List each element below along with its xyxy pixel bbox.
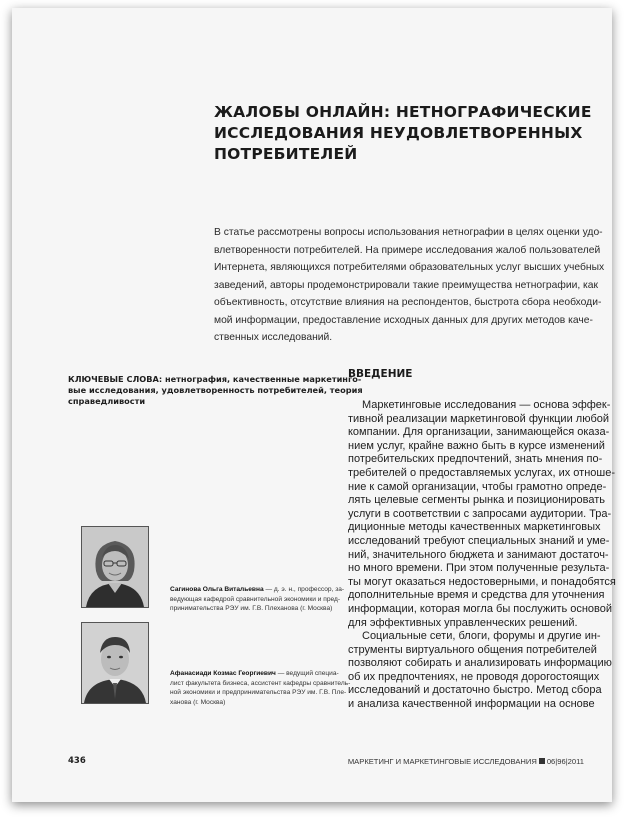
body-line: для эффективных управленческих решений. (348, 616, 578, 629)
abstract-line: влетворенности потребителей. На примере исследования жалоб пользователей (214, 244, 601, 256)
body-line: услуги в соответствии с запросами аудитории. Тра- (348, 507, 612, 520)
author-bio-saginova (170, 585, 344, 614)
body-line: требителей о предоставляемых услугах, их отноше- (348, 466, 616, 479)
body-line: исследований требуют специальных знаний и уме- (348, 534, 610, 547)
body-line: информации, которая могла бы послужить основой (348, 602, 613, 615)
body-line: позволяют собирать и анализировать информацию (348, 657, 612, 670)
body-line: ты могут оказаться недостоверными, и понадобятся (348, 575, 616, 588)
body-line: и анализа качественной информации на основе (348, 698, 595, 711)
body-line: ний, значительного бюджета и занимают достаточ- (348, 548, 609, 561)
journal-name: МАРКЕТИНГ И МАРКЕТИНГОВЫЕ ИССЛЕДОВАНИЯ (347, 757, 537, 766)
abstract-line: объективность, отсутствие влияния на респондентов, быстрота сбора необходи- (214, 297, 602, 308)
title-line: ЖАЛОБЫ ОНЛАЙН: НЕТНОГРАФИЧЕСКИЕ (214, 103, 592, 121)
keywords-line: справедливости (68, 396, 146, 406)
bio-text: — ведущий специа- (275, 670, 339, 677)
journal-issue: 06|96|2011 (546, 757, 584, 766)
article-body (348, 399, 616, 712)
author-name: Афанасиади Козмас Георгиевич (170, 670, 276, 677)
square-bullet-icon (539, 758, 545, 764)
author-photo-afanasiadi (81, 622, 149, 704)
body-line: исследований и достаточно быстро. Метод сбора (348, 684, 602, 697)
body-line: но много времени. При этом полученные результа- (348, 562, 610, 575)
title-line: ПОТРЕБИТЕЛЕЙ (214, 145, 358, 163)
bio-line: ной экономики и предпринимательства РЭУ им. Г.В. Пле- (170, 689, 347, 696)
bio-line: ханова (г. Москва) (170, 698, 226, 706)
body-line: диционные методы качественных маркетинговых (348, 521, 601, 534)
body-line: Маркетинговые исследования — основа эффек- (362, 399, 611, 411)
bio-line (170, 669, 350, 679)
abstract-line: Интернета, являющихся потребителями образовательных услуг высших учебных (214, 262, 605, 273)
body-line: Социальные сети, блоги, форумы и другие ин- (362, 630, 601, 643)
body-line: об их предпочтениях, не проводя дорогостоящих (348, 670, 600, 683)
body-line: ние к самой организации, чтобы грамотно опреде- (348, 480, 607, 493)
bio-line: ведующая кафедрой сравнительной экономики и пред- (170, 595, 341, 603)
body-line: компании. Для организации, занимающейся оказа- (348, 426, 610, 439)
abstract-line: мой информации, предоставление исходных данных для других методов каче- (214, 314, 593, 326)
bio-line (170, 585, 344, 595)
abstract-line: В статье рассмотрены вопросы использования нетнографии в целях оценки удо- (214, 227, 603, 238)
portrait-woman-icon (82, 527, 148, 607)
abstract-line: заведений, авторы продемонстрировали такие преимущества нетнографии, как (214, 279, 599, 291)
author-name: Сагинова Ольга Витальевна (170, 586, 264, 593)
author-photo-saginova (81, 526, 149, 608)
article-abstract (214, 224, 605, 347)
journal-page (12, 8, 616, 802)
author-bio-afanasiadi (170, 669, 350, 707)
page-number: 436 (68, 756, 86, 766)
keywords-line: КЛЮЧЕВЫЕ СЛОВА: нетнография, качественные маркетинго- (68, 374, 362, 384)
body-line: нием услуг, крайне важно быть в курсе изменений (348, 439, 605, 452)
body-line: тивной реализации маркетинговой функции любой (348, 412, 610, 425)
bio-text: — д. э. н., профессор, за- (263, 586, 345, 593)
article-title (214, 102, 594, 165)
keywords-block (68, 374, 363, 407)
portrait-man-icon (82, 623, 148, 703)
section-heading: ВВЕДЕНИЕ (348, 368, 413, 380)
body-line: струменты виртуального общения потребителей (348, 643, 597, 656)
bio-line: принимательства РЭУ им. Г.В. Плеханова (г. Москва) (170, 605, 333, 612)
title-line: ИССЛЕДОВАНИЯ НЕУДОВЛЕТВОРЕННЫХ (214, 124, 583, 142)
journal-footer (348, 757, 584, 766)
abstract-line: ственных исследований. (214, 332, 333, 343)
keywords-line: вые исследования, удовлетворенность потребителей, теория (68, 385, 363, 395)
body-line: потребительских предпочтений, знать мнения по- (348, 453, 603, 466)
body-line: дополнительные время и средства для уточнения (348, 589, 605, 602)
body-line: лять целевые сегменты рынка и позиционировать (348, 494, 606, 507)
bio-line: лист факультета бизнеса, ассистент кафедры сравнитель- (170, 679, 351, 687)
